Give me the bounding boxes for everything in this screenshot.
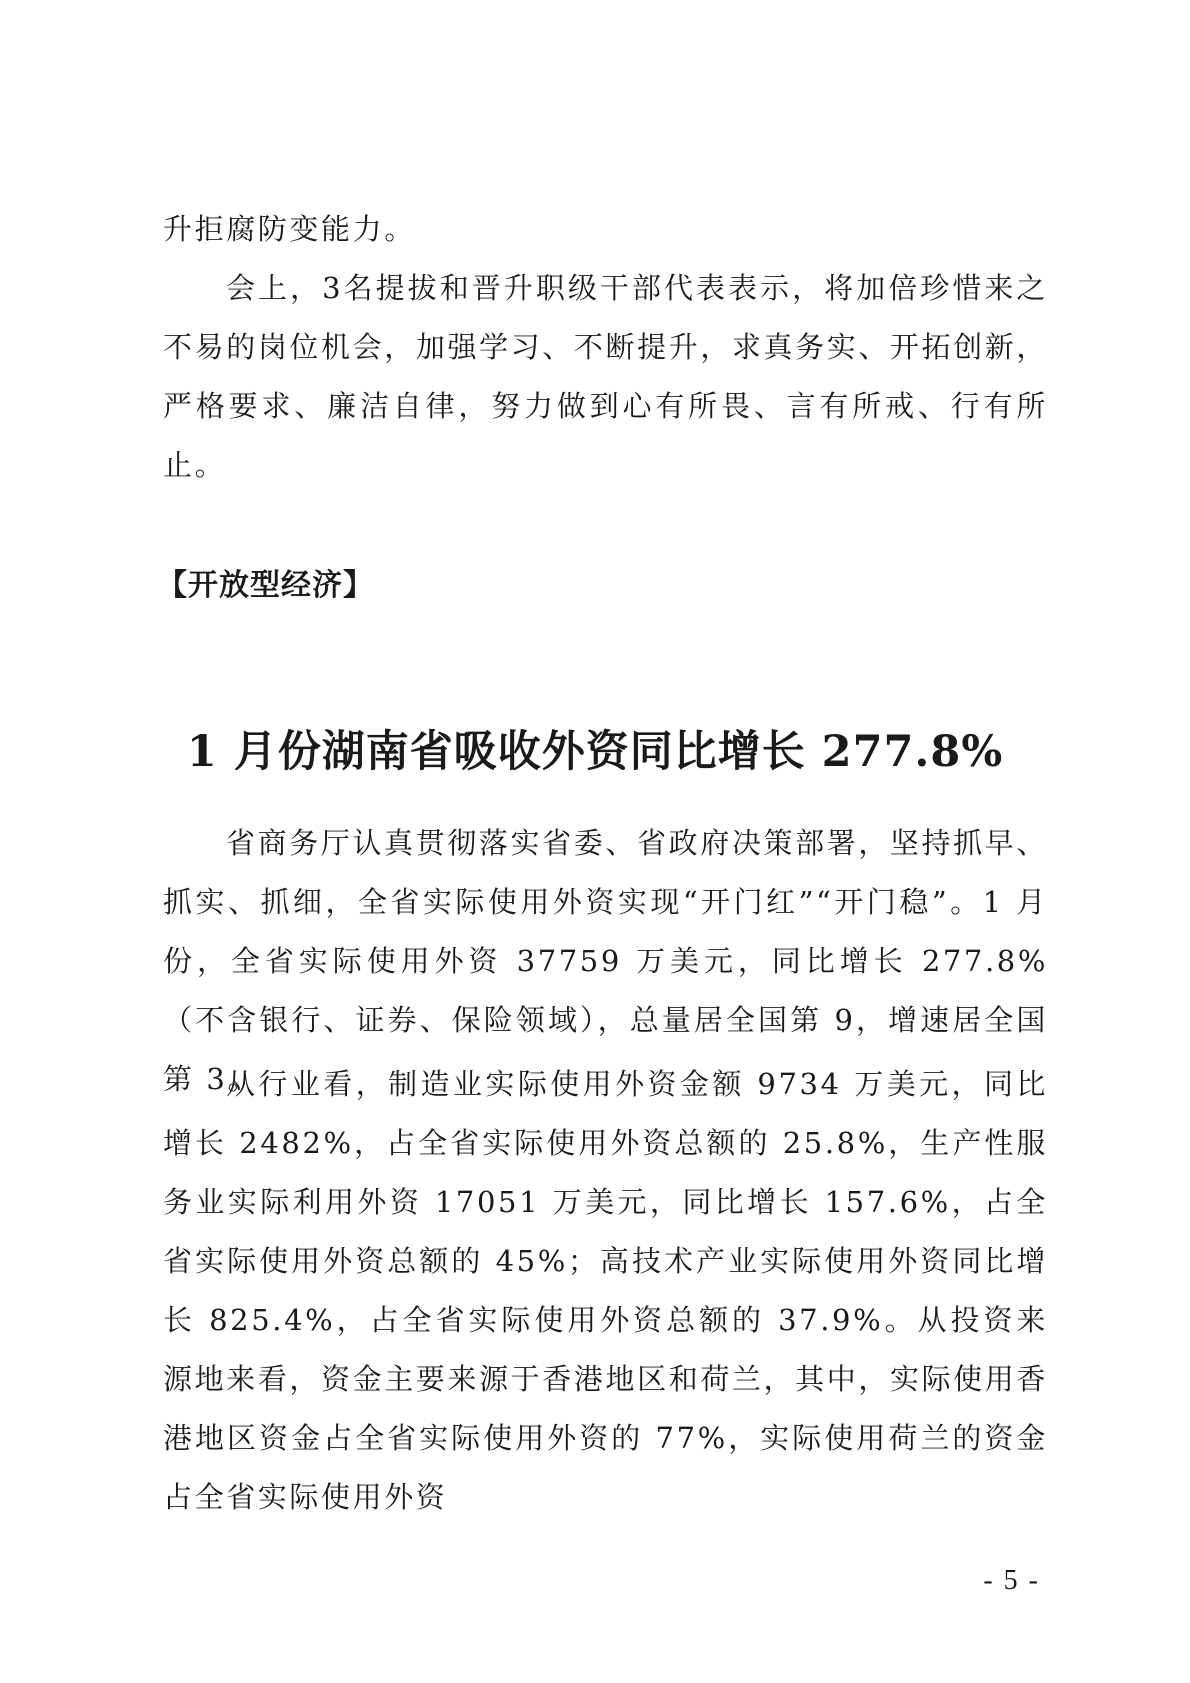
- article-paragraph-2: 从行业看，制造业实际使用外资金额 9734 万美元，同比增长 2482%，占全省实际使用外资总额的 25.8%，生产性服务业实际利用外资 17051 万美元，同比增长 157.6%，占全省实际使用外资总额的 45%；高技术产业实际使用外资同比增长 825.4%，占全省实际使用外资总额的 37.9%。从投资来源地来看，资金主要来源于香港地区和荷兰，其中，实际使用香港地区资金占全省实际使用外资的 77%，实际使用荷兰的资金占全省实际使用外资: [163, 1067, 1048, 1514]
- article-paragraph-1: 省商务厅认真贯彻落实省委、省政府决策部署，坚持抓早、抓实、抓细，全省实际使用外资实现“开门红”“开门稳”。1 月份，全省实际使用外资 37759 万美元，同比增长 277.8%（不含银行、证券、保险领域），总量居全国第 9，增速居全国第 3。: [163, 826, 1048, 1096]
- cadre-statement-paragraph: 会上，3名提拔和晋升职级干部代表表示，将加倍珍惜来之不易的岗位机会，加强学习、不断提升，求真务实、开拓创新，严格要求、廉洁自律，努力做到心有所畏、言有所戒、行有所止。: [163, 271, 1048, 482]
- page-number: - 5 -: [983, 1565, 1040, 1596]
- article-title: 1 月份湖南省吸收外资同比增长 277.8%: [186, 727, 1004, 777]
- continued-paragraph: 升拒腐防变能力。: [163, 212, 416, 246]
- section-heading: 【开放型经济】: [157, 568, 374, 603]
